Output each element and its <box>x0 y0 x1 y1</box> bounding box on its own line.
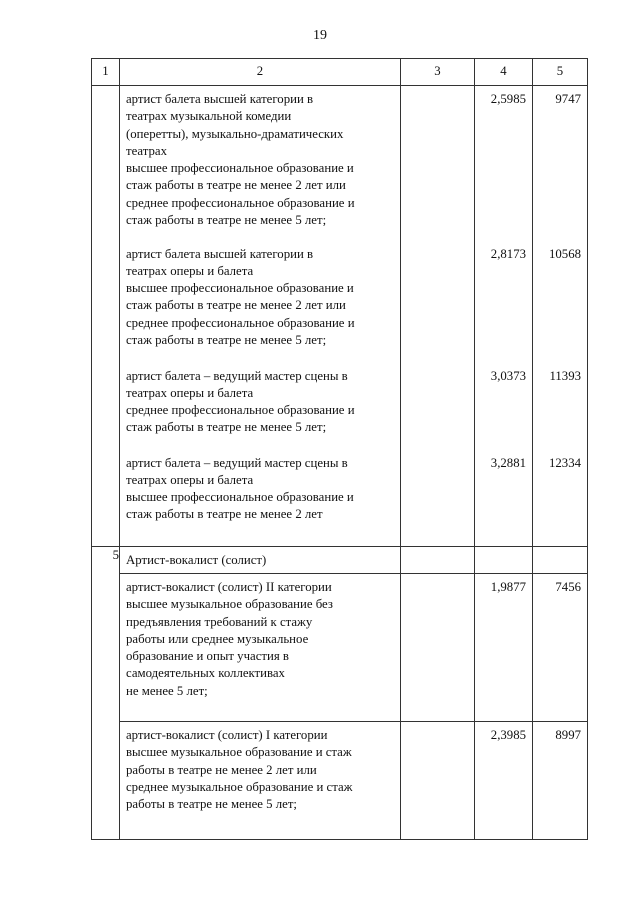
position-description: артист балета – ведущий мастер сцены в театрах оперы и балета среднее профессиональное образование и стаж работы в театре не менее 5 лет; <box>126 368 355 435</box>
position-description: артист-вокалист (солист) I категории высшее музыкальное образование и стаж работы в театре не менее 2 лет или среднее музыкальное образование и стаж работы в театре не менее 5 лет; <box>126 728 353 812</box>
table-row <box>92 574 588 722</box>
coefficient-value: 3,2881 <box>475 450 533 547</box>
table-row <box>92 722 588 840</box>
coefficient-value: 2,8173 <box>475 241 533 363</box>
salary-value: 9747 <box>533 86 588 241</box>
coefficient-value: 2,5985 <box>475 86 533 241</box>
salary-value: 12334 <box>533 450 588 547</box>
position-description: артист балета высшей категории в театрах оперы и балета высшее профессиональное образование и стаж работы в театре не менее 2 лет или среднее профессиональное образование и стаж работы в театре не менее 5 лет; <box>126 246 355 347</box>
position-description: артист балета высшей категории в театрах музыкальной комедии (оперетты), музыкально-драматических театрах высшее профессиональное образование и стаж работы в театре не менее 2 лет или среднее профессиональное образование и стаж работы в театре не менее 5 лет; <box>126 92 355 228</box>
salary-value: 8997 <box>533 722 588 840</box>
header-col-3: 3 <box>401 59 475 86</box>
table-row <box>92 363 588 450</box>
salary-value: 11393 <box>533 363 588 450</box>
header-col-4: 4 <box>475 59 533 86</box>
table-row <box>92 241 588 363</box>
table-row <box>92 547 588 574</box>
coefficient-value: 1,9877 <box>475 574 533 722</box>
salary-value: 7456 <box>533 574 588 722</box>
position-description: артист-вокалист (солист) II категории высшее музыкальное образование без предъявления требований к стажу работы или среднее музыкальное образование и опыт участия в самодеятельных коллективах не менее 5 лет; <box>126 580 333 698</box>
table-row <box>92 450 588 547</box>
table-row <box>92 86 588 241</box>
table-header-row <box>92 59 588 86</box>
header-col-5: 5 <box>533 59 588 86</box>
header-col-1: 1 <box>92 59 120 86</box>
salary-value: 10568 <box>533 241 588 363</box>
salary-table <box>91 58 588 840</box>
coefficient-value: 3,0373 <box>475 363 533 450</box>
page-number: 19 <box>313 28 327 43</box>
section-title: Артист-вокалист (солист) <box>120 547 401 574</box>
header-col-2: 2 <box>120 59 401 86</box>
section-number: 5 <box>92 547 120 840</box>
position-description: артист балета – ведущий мастер сцены в театрах оперы и балета высшее профессиональное образование и стаж работы в театре не менее 2 лет <box>126 455 354 522</box>
coefficient-value: 2,3985 <box>475 722 533 840</box>
